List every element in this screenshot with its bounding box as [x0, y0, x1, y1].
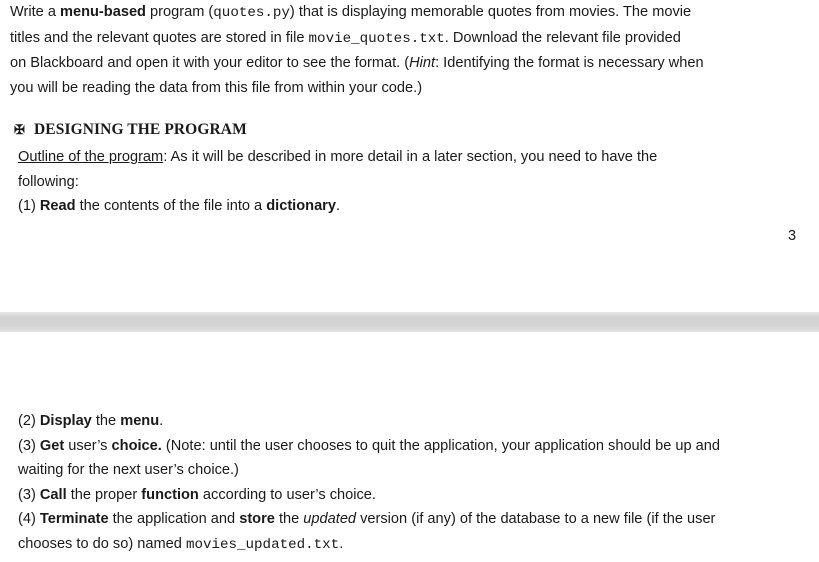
intro-line-1: Write a menu-based program (quotes.py) that is displaying memorable quotes from movies. The movie	[10, 4, 692, 21]
outline-line-1: Outline of the program: As it will be described in more detail in a later section, you need to have the	[18, 149, 658, 165]
step-3-call-function: (3) Call the proper function according to user’s choice.	[18, 486, 376, 503]
intro-paragraph	[10, 0, 800, 100]
outline-paragraph	[18, 145, 799, 219]
step-2: (2) Display the menu.	[18, 413, 164, 429]
page-number: 3	[788, 228, 797, 244]
page-lower	[0, 332, 819, 562]
step-4: (4) Terminate the application and store the updated version (if any) of the database to a new file (if the user	[18, 511, 716, 527]
outline-label: Outline of the program	[18, 149, 164, 165]
step-3-get-choice: (3) Get user’s choice. (Note: until the user chooses to quit the application, your application should be up and	[18, 437, 721, 454]
step-4-continuation: chooses to do so) named movies_updated.txt.	[18, 535, 344, 553]
step-3-continuation: waiting for the next user’s choice.)	[18, 462, 239, 478]
step-1: (1) Read the contents of the file into a dictionary.	[18, 198, 341, 214]
outline-line-2: following:	[18, 173, 79, 190]
intro-line-3: on Blackboard and open it with your editor to see the format. (Hint: Identifying the format is necessary when	[10, 55, 704, 71]
intro-line-4: you will be reading the data from this file from within your code.)	[10, 79, 423, 96]
section-title: DESIGNING THE PROGRAM	[34, 121, 247, 138]
cross-marker-icon: ✠	[14, 122, 25, 137]
page-break	[0, 312, 819, 332]
intro-line-2: titles and the relevant quotes are stored in file movie_quotes.txt. Download the relevant file provided	[10, 29, 681, 47]
steps-list	[18, 409, 799, 557]
section-heading	[14, 121, 247, 139]
